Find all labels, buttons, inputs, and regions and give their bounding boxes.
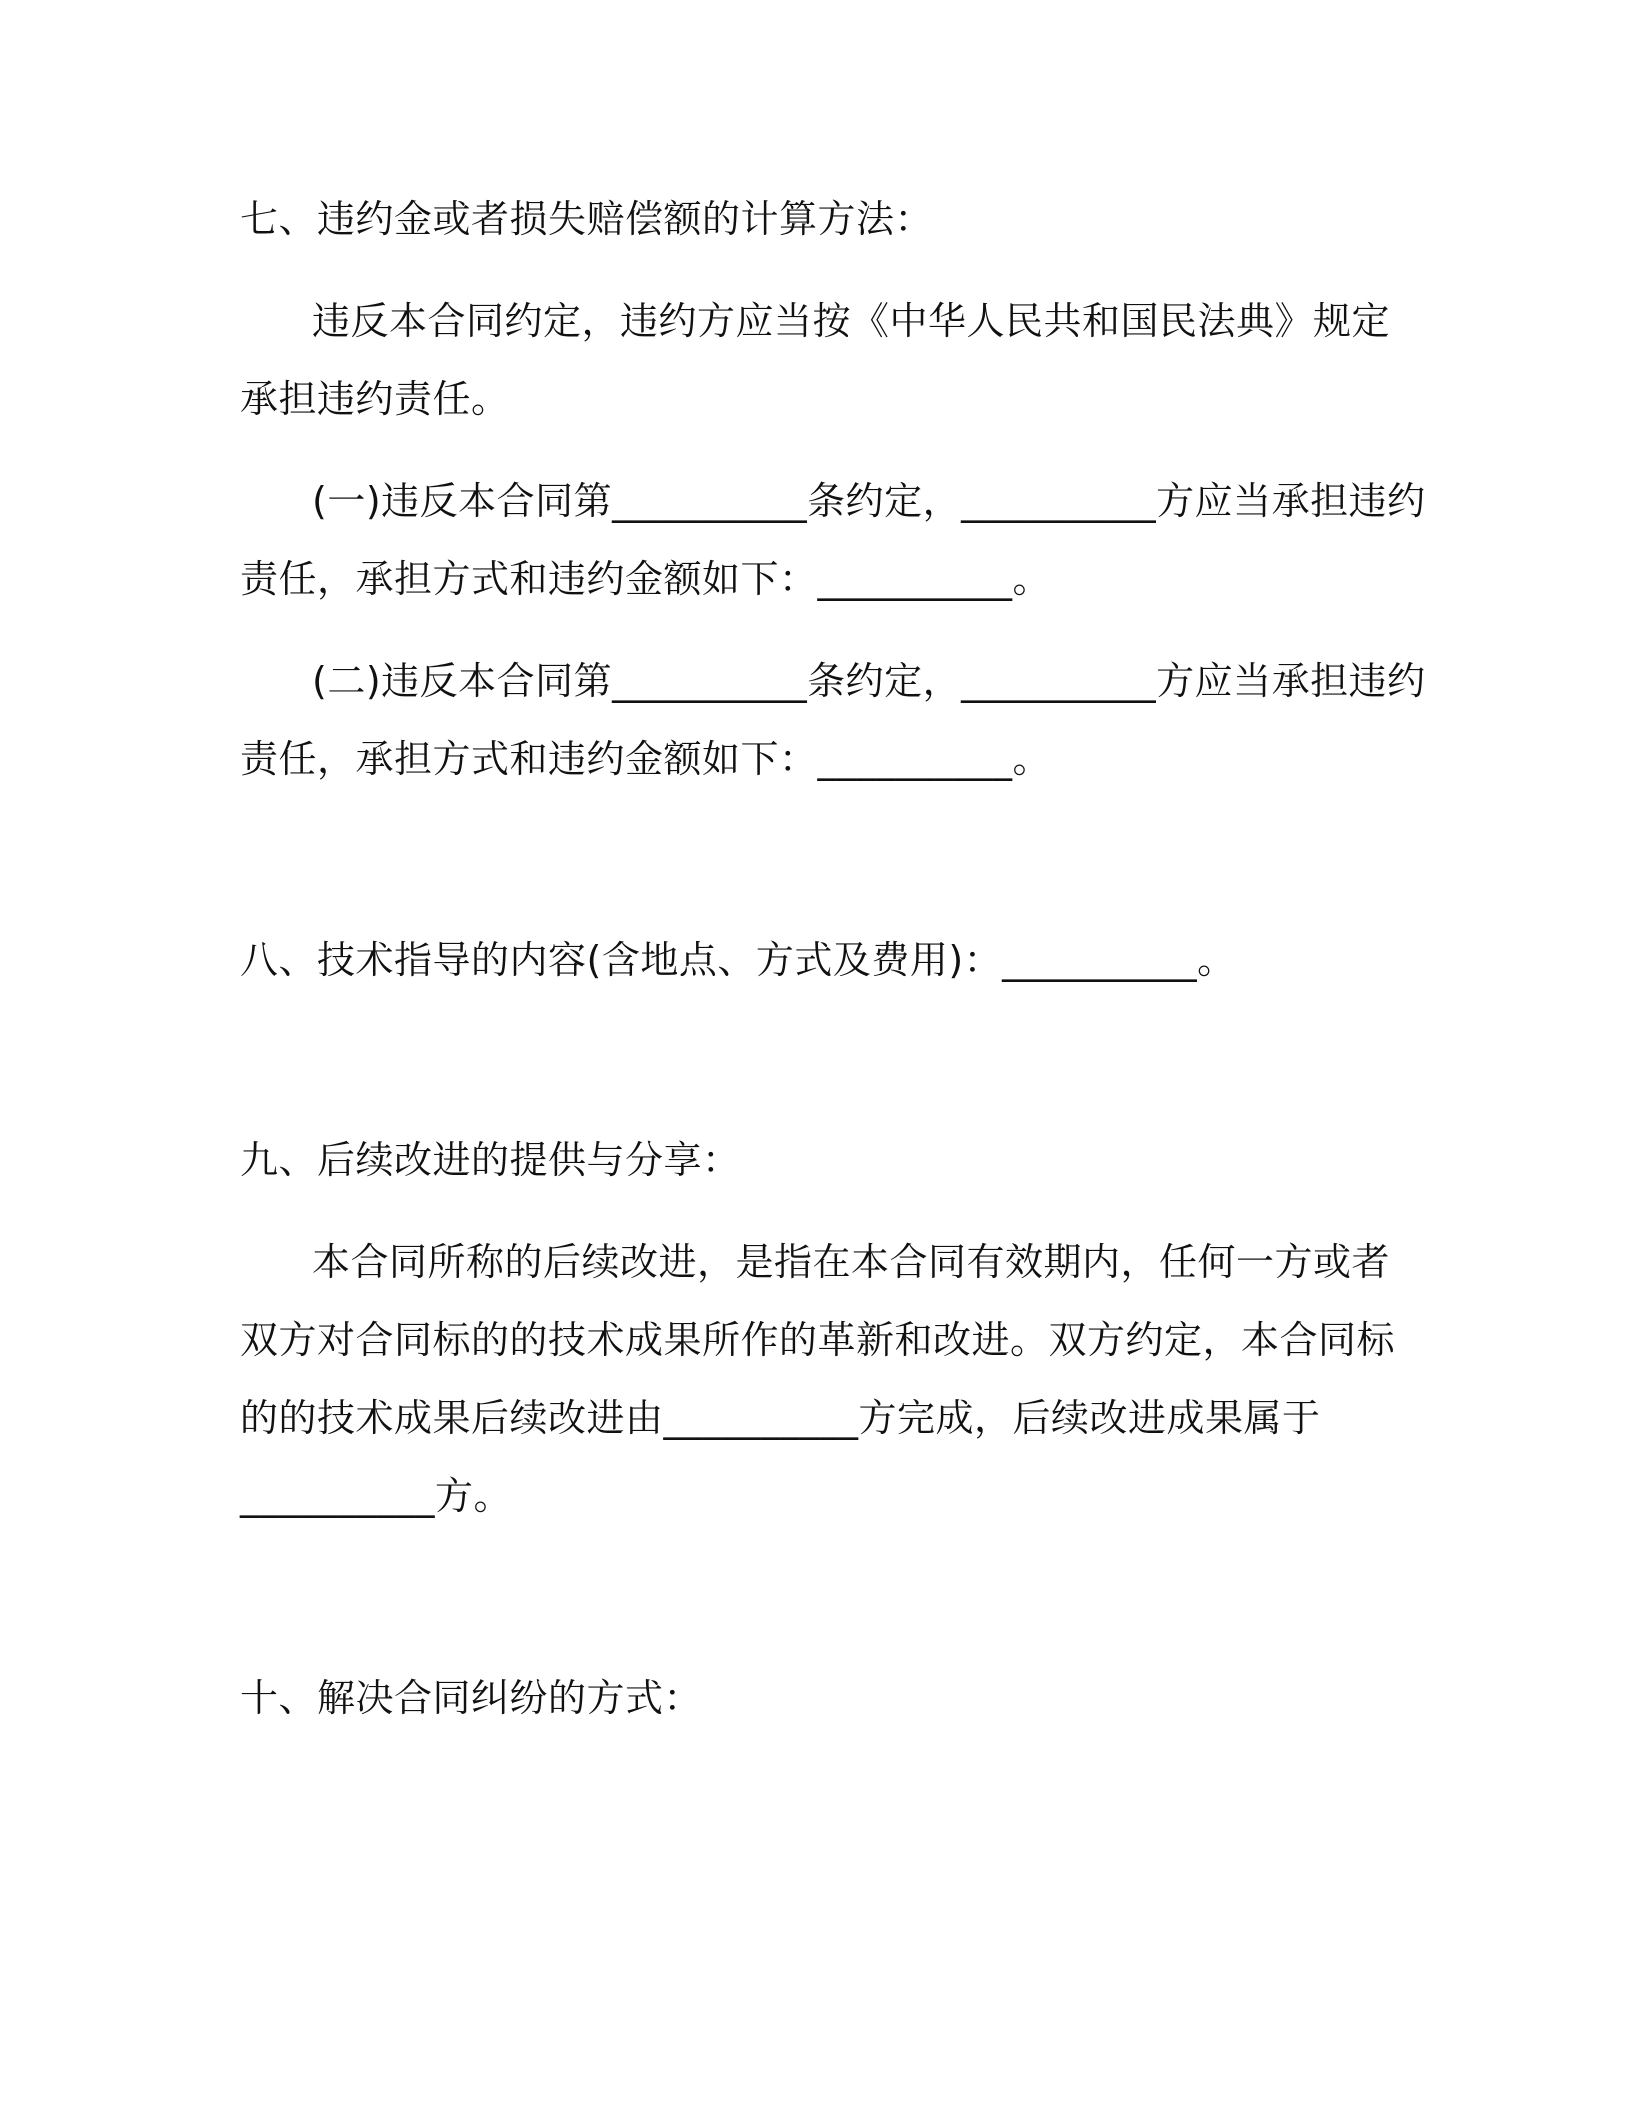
section-7-item-1-line-2: 责任，承担方式和违约金额如下：__________。 (240, 557, 1052, 601)
section-9-heading: 九、后续改进的提供与分享： (240, 1138, 741, 1182)
section-8-heading: 八、技术指导的内容(含地点、方式及费用)：__________。 (240, 938, 1236, 982)
section-7-paragraph-line-1: 违反本合同约定，违约方应当按《中华人民共和国民法典》规定 (312, 299, 1391, 343)
section-9-paragraph-line-2: 双方对合同标的的技术成果所作的革新和改进。双方约定，本合同标 (240, 1318, 1396, 1362)
section-9-paragraph-line-1: 本合同所称的后续改进，是指在本合同有效期内，任何一方或者 (312, 1240, 1391, 1284)
section-7-item-2-line-1: (二)违反本合同第__________条约定，__________方应当承担违约 (312, 659, 1426, 703)
section-7-item-1-line-1: (一)违反本合同第__________条约定，__________方应当承担违约 (312, 479, 1426, 523)
section-9-paragraph-line-4: __________方。 (240, 1474, 513, 1518)
section-7-item-2-line-2: 责任，承担方式和违约金额如下：__________。 (240, 737, 1052, 781)
section-7-paragraph-line-2: 承担违约责任。 (240, 377, 510, 421)
section-7-heading: 七、违约金或者损失赔偿额的计算方法： (240, 197, 934, 241)
section-9-paragraph-line-3: 的的技术成果后续改进由__________方完成，后续改进成果属于 (240, 1396, 1321, 1440)
section-10-heading: 十、解决合同纠纷的方式： (240, 1676, 703, 1720)
